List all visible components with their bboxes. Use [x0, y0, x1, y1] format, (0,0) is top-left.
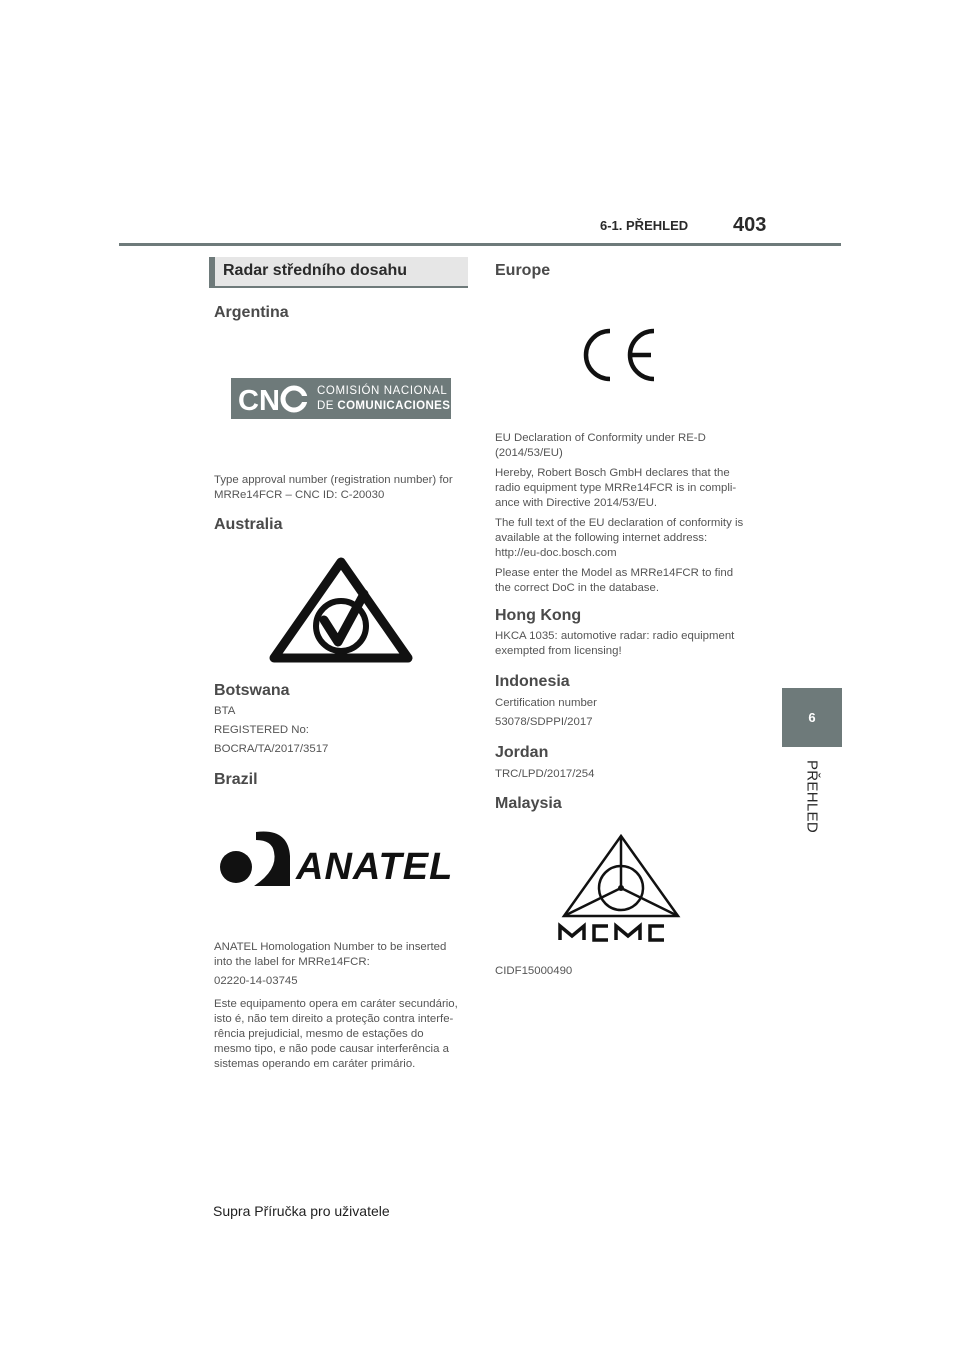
argentina-text: Type approval number (registration number) for MRRe14FCR – CNC ID: C-20030 [214, 474, 453, 501]
indonesia-line: Certification number [495, 697, 597, 709]
europe-paragraph: The full text of the EU declaration of conformity is available at the following internet address: http://eu-doc.bosch.com [495, 517, 744, 559]
heading-malaysia: Malaysia [495, 795, 562, 812]
cnc-logo-line2-prefix: DE [317, 400, 338, 412]
cnc-logo-line2-strong: COMUNICACIONES [337, 400, 451, 412]
heading-europe: Europe [495, 262, 551, 279]
botswana-line: REGISTERED No: [214, 724, 309, 736]
cnc-logo-line2 [317, 400, 450, 412]
anatel-logo [218, 826, 458, 890]
section-title: 6-1. PŘEHLED [600, 218, 689, 233]
indonesia-line: 53078/SDPPI/2017 [495, 716, 593, 728]
page-number: 403 [733, 214, 767, 236]
header-rule [119, 243, 841, 246]
indonesia-text [495, 696, 597, 730]
svg-text:CN: CN [238, 385, 280, 417]
heading-jordan: Jordan [495, 744, 549, 761]
botswana-text [214, 704, 328, 757]
botswana-line: BTA [214, 705, 236, 717]
ce-mark-icon [583, 326, 659, 384]
heading-australia: Australia [214, 516, 283, 533]
footer-manual-title: Supra Příručka pro uživatele [213, 1203, 390, 1219]
malaysia-text: CIDF15000490 [495, 965, 573, 977]
brazil-homologation-text: ANATEL Homologation Number to be inserted into the label for MRRe14FCR: [214, 941, 447, 968]
europe-paragraph: Please enter the Model as MRRe14FCR to find the correct DoC in the database. [495, 567, 734, 594]
anatel-logo-mark [218, 826, 298, 890]
brazil-text [214, 940, 464, 1076]
heading-indonesia: Indonesia [495, 673, 570, 690]
europe-text [495, 431, 745, 600]
cnc-logo [231, 378, 451, 419]
heading-brazil: Brazil [214, 771, 258, 788]
mcmc-logo [556, 834, 686, 944]
section-heading: Radar středního dosahu [209, 257, 468, 288]
cnc-logo-line1: COMISIÓN NACIONAL [317, 385, 448, 397]
jordan-text: TRC/LPD/2017/254 [495, 768, 595, 780]
heading-argentina: Argentina [214, 304, 289, 321]
brazil-notice-text: Este equipamento opera em caráter secundário, isto é, não tem direito a proteção contra interfe-rência prejudicial, mesmo de estações do mesmo tipo, e não pode causar interferência a sistemas operando em caráter primário. [214, 998, 458, 1070]
chapter-tab[interactable] [782, 688, 842, 747]
botswana-line: BOCRA/TA/2017/3517 [214, 743, 329, 755]
heading-botswana: Botswana [214, 682, 290, 699]
chapter-number: 6 [808, 710, 816, 725]
europe-paragraph: Hereby, Robert Bosch GmbH declares that the radio equipment type MRRe14FCR is in compli-ance with Directive 2014/53/EU. [495, 467, 737, 509]
rcm-compliance-icon [268, 556, 414, 666]
heading-hong-kong: Hong Kong [495, 607, 582, 624]
anatel-logo-text: ANATEL [296, 846, 454, 888]
hong-kong-text: HKCA 1035: automotive radar: radio equipment exempted from licensing! [495, 630, 735, 657]
brazil-homologation-number: 02220-14-03745 [214, 975, 298, 987]
europe-paragraph: EU Declaration of Conformity under RE-D (2014/53/EU) [495, 432, 706, 459]
chapter-name-vertical: PŘEHLED [803, 760, 821, 833]
